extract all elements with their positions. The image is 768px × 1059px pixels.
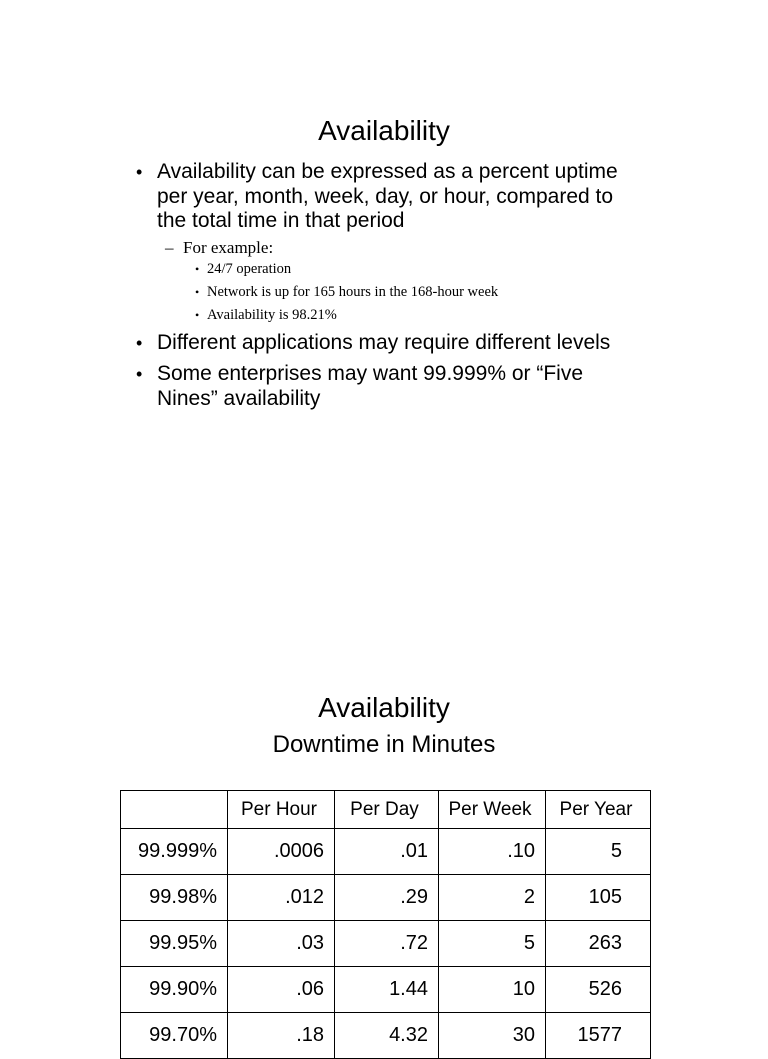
bullet-mark: • — [195, 261, 200, 276]
dash-mark: – — [165, 237, 174, 257]
table-cell: .0006 — [228, 829, 335, 875]
bullet-item — [136, 331, 636, 356]
bullet-mark: • — [136, 332, 143, 353]
table-cell: 1.44 — [335, 967, 439, 1013]
table-cell: 99.70% — [121, 1013, 228, 1059]
bullet-mark: • — [136, 162, 143, 182]
slide-subtitle: Downtime in Minutes — [272, 731, 496, 758]
table-row — [121, 875, 651, 921]
bullet-mark: • — [195, 284, 200, 299]
table-row — [121, 921, 651, 967]
table-cell: .29 — [335, 875, 439, 921]
slide-title: Availability — [318, 115, 450, 146]
table-row — [121, 829, 651, 875]
bullet-item — [136, 362, 636, 411]
table-cell: 99.999% — [121, 829, 228, 875]
table-cell: .012 — [228, 875, 335, 921]
table-cell: 10 — [439, 967, 546, 1013]
table-row — [121, 1013, 651, 1059]
bullet-text: Availability can be expressed as a percent uptime per year, month, week, day, or hour, compared to the total time in that period — [157, 160, 618, 232]
sub-sub-bullet — [195, 258, 636, 281]
sub-bullet-text: For example: — [183, 237, 274, 257]
column-header: Per Day — [335, 791, 439, 829]
table-cell: .10 — [439, 829, 546, 875]
sub-sub-bullet — [195, 304, 636, 327]
table-cell: 99.95% — [121, 921, 228, 967]
table-cell: 4.32 — [335, 1013, 439, 1059]
table-cell: .72 — [335, 921, 439, 967]
table-cell: 99.98% — [121, 875, 228, 921]
slide-title: Availability — [318, 692, 450, 723]
table-cell: .03 — [228, 921, 335, 967]
bullet-text: Different applications may require different levels — [157, 330, 611, 354]
table-header-row — [121, 791, 651, 829]
bullet-text: Some enterprises may want 99.999% or “Five Nines” availability — [157, 362, 584, 410]
table-cell: 2 — [439, 875, 546, 921]
table-row — [121, 967, 651, 1013]
table-cell: 105 — [546, 875, 651, 921]
bullet-mark: • — [195, 307, 200, 322]
table-cell: .06 — [228, 967, 335, 1013]
table-cell: 263 — [546, 921, 651, 967]
table-cell: 5 — [546, 829, 651, 875]
table-cell: 99.90% — [121, 967, 228, 1013]
table-cell: 30 — [439, 1013, 546, 1059]
sub-bullet — [165, 238, 636, 258]
column-header: Per Hour — [228, 791, 335, 829]
sub-sub-bullet — [195, 281, 636, 304]
downtime-table — [120, 790, 651, 1059]
table-cell: 1577 — [546, 1013, 651, 1059]
table-cell: 526 — [546, 967, 651, 1013]
column-header: Per Year — [546, 791, 651, 829]
sub-sub-bullet-text: Network is up for 165 hours in the 168-hour week — [207, 283, 499, 300]
bullet-item — [136, 160, 636, 234]
bullet-mark: • — [136, 364, 143, 384]
table-cell: 5 — [439, 921, 546, 967]
bullet-list — [136, 160, 636, 411]
table-cell: .18 — [228, 1013, 335, 1059]
column-header — [121, 791, 228, 829]
sub-sub-bullet-text: 24/7 operation — [207, 260, 292, 277]
table-cell: .01 — [335, 829, 439, 875]
column-header: Per Week — [439, 791, 546, 829]
sub-sub-bullet-text: Availability is 98.21% — [207, 306, 337, 323]
